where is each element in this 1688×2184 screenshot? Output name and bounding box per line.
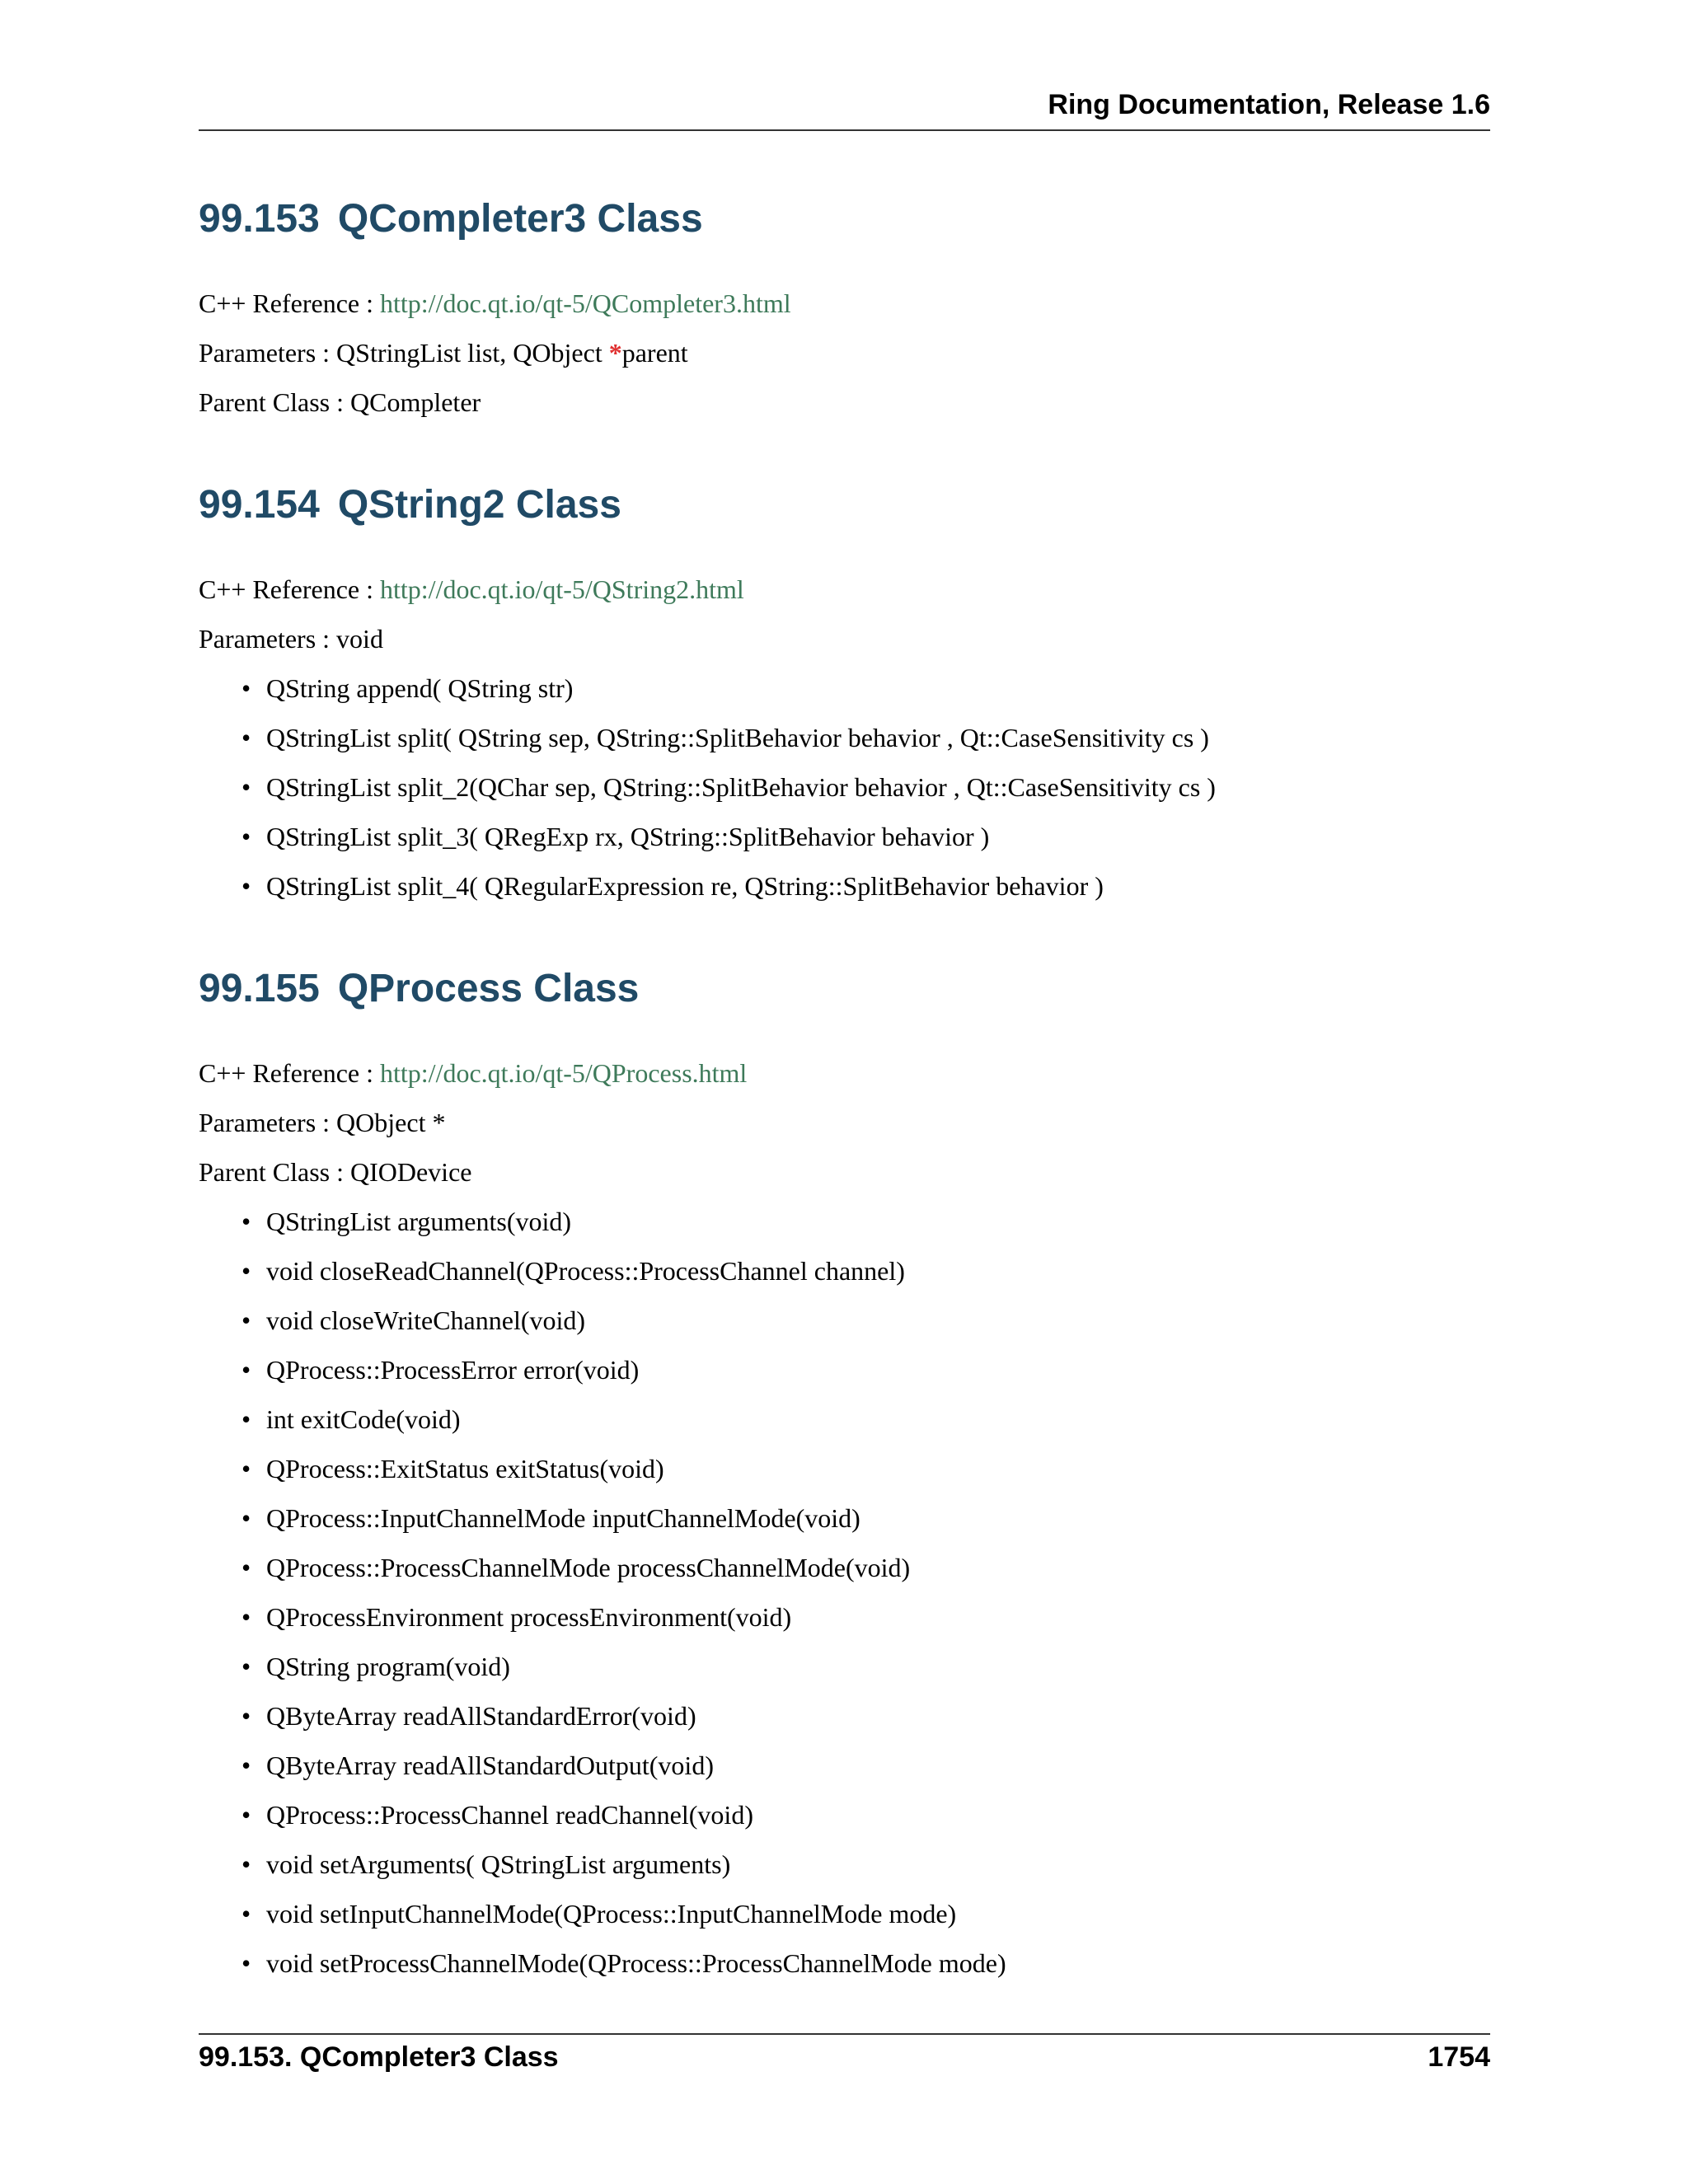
- running-header: Ring Documentation, Release 1.6: [1048, 89, 1490, 120]
- method-item: [241, 1642, 1490, 1691]
- bullet-icon: •: [241, 1652, 251, 1681]
- method-signature: QStringList split( QString sep, QString::SplitBehavior behavior , Qt::CaseSensitivity cs ): [266, 723, 1209, 752]
- method-item: [241, 1543, 1490, 1592]
- method-item: [241, 1296, 1490, 1345]
- section-heading: [199, 480, 1490, 530]
- section-heading: [199, 194, 1490, 244]
- method-signature: QByteArray readAllStandardOutput(void): [266, 1750, 714, 1780]
- bullet-icon: •: [241, 772, 251, 802]
- bullet-icon: •: [241, 871, 251, 901]
- method-signature: QProcess::ProcessChannel readChannel(void): [266, 1800, 753, 1830]
- parent-class: [199, 1147, 1490, 1197]
- reference-label: C++ Reference :: [199, 1058, 380, 1088]
- method-item: [241, 1444, 1490, 1493]
- cpp-reference: [199, 1048, 1490, 1098]
- bullet-icon: •: [241, 1404, 251, 1434]
- bullet-icon: •: [241, 1305, 251, 1335]
- section-title: QString2 Class: [337, 483, 621, 527]
- bullet-icon: •: [241, 1800, 251, 1830]
- section-qstring2: [199, 480, 1490, 911]
- reference-link[interactable]: http://doc.qt.io/qt-5/QProcess.html: [380, 1058, 748, 1088]
- section-qprocess: [199, 964, 1490, 1988]
- section-title: QCompleter3 Class: [337, 197, 703, 241]
- parent-class-label: Parent Class :: [199, 1157, 350, 1187]
- method-signature: QProcess::ProcessError error(void): [266, 1355, 640, 1385]
- method-signature: QProcess::ExitStatus exitStatus(void): [266, 1454, 664, 1483]
- section-number: 99.153: [199, 197, 320, 241]
- method-item: [241, 663, 1490, 713]
- method-signature: QStringList split_2(QChar sep, QString::SplitBehavior behavior , Qt::CaseSensitivity cs ): [266, 772, 1216, 802]
- reference-label: C++ Reference :: [199, 288, 380, 318]
- method-signature: QStringList arguments(void): [266, 1207, 572, 1236]
- section-heading: [199, 964, 1490, 1014]
- section-number: 99.155: [199, 967, 320, 1010]
- bullet-icon: •: [241, 822, 251, 851]
- method-item: [241, 1790, 1490, 1840]
- bullet-icon: •: [241, 1849, 251, 1879]
- parent-class-value: QIODevice: [349, 1157, 472, 1187]
- method-item: [241, 1592, 1490, 1642]
- method-signature: QString program(void): [266, 1652, 510, 1681]
- bullet-icon: •: [241, 1899, 251, 1929]
- method-signature: QProcessEnvironment processEnvironment(void): [266, 1602, 792, 1632]
- parameters-value: void: [336, 624, 383, 654]
- method-signature: void closeWriteChannel(void): [266, 1305, 586, 1335]
- method-item: [241, 1889, 1490, 1938]
- bullet-icon: •: [241, 1948, 251, 1978]
- method-item: [241, 861, 1490, 911]
- reference-link[interactable]: http://doc.qt.io/qt-5/QString2.html: [380, 574, 744, 604]
- footer-section-title: 99.153. QCompleter3 Class: [199, 2041, 559, 2073]
- method-signature: QString append( QString str): [266, 673, 574, 703]
- method-item: [241, 1246, 1490, 1296]
- method-signature: void setInputChannelMode(QProcess::InputChannelMode mode): [266, 1899, 957, 1929]
- method-signature: QStringList split_4( QRegularExpression re, QString::SplitBehavior behavior ): [266, 871, 1104, 901]
- parent-class: [199, 377, 1490, 427]
- cpp-reference: [199, 565, 1490, 614]
- parent-class-label: Parent Class :: [199, 387, 350, 417]
- method-item: [241, 1394, 1490, 1444]
- method-item: [241, 713, 1490, 762]
- parameters-value: QStringList list, QObject: [336, 338, 609, 368]
- method-item: [241, 1691, 1490, 1741]
- parameters-label: Parameters :: [199, 624, 337, 654]
- parent-class-value: QCompleter: [349, 387, 481, 417]
- bullet-icon: •: [241, 1355, 251, 1385]
- document-page: [199, 0, 1490, 2184]
- bullet-icon: •: [241, 673, 251, 703]
- cpp-reference: [199, 279, 1490, 328]
- bullet-icon: •: [241, 1256, 251, 1286]
- bullet-icon: •: [241, 1503, 251, 1533]
- method-signature: void closeReadChannel(QProcess::ProcessChannel channel): [266, 1256, 905, 1286]
- parameters-value: QObject *: [336, 1108, 446, 1137]
- parameters: [199, 1098, 1490, 1147]
- method-signature: int exitCode(void): [266, 1404, 461, 1434]
- method-item: [241, 1345, 1490, 1394]
- bullet-icon: •: [241, 1750, 251, 1780]
- section-title: QProcess Class: [337, 967, 640, 1010]
- reference-label: C++ Reference :: [199, 574, 380, 604]
- bullet-icon: •: [241, 1602, 251, 1632]
- method-list: [199, 663, 1490, 911]
- bullet-icon: •: [241, 1454, 251, 1483]
- bullet-icon: •: [241, 1207, 251, 1236]
- section-number: 99.154: [199, 483, 320, 527]
- method-item: [241, 1938, 1490, 1988]
- parameters-label: Parameters :: [199, 338, 337, 368]
- method-signature: QProcess::InputChannelMode inputChannelMode(void): [266, 1503, 860, 1533]
- page-number: 1754: [1428, 2041, 1490, 2073]
- method-item: [241, 1741, 1490, 1790]
- bullet-icon: •: [241, 1701, 251, 1731]
- parameters: [199, 614, 1490, 663]
- parameters: [199, 328, 1490, 377]
- section-qcompleter3: [199, 194, 1490, 427]
- method-item: [241, 1197, 1490, 1246]
- method-signature: QStringList split_3( QRegExp rx, QString::SplitBehavior behavior ): [266, 822, 990, 851]
- parameters-label: Parameters :: [199, 1108, 337, 1137]
- footer-rule: [199, 2033, 1490, 2035]
- page-footer: [199, 2041, 1490, 2074]
- method-item: [241, 1493, 1490, 1543]
- reference-link[interactable]: http://doc.qt.io/qt-5/QCompleter3.html: [380, 288, 791, 318]
- parameters-name: parent: [621, 338, 688, 368]
- method-item: [241, 812, 1490, 861]
- pointer-star: *: [608, 338, 622, 368]
- method-signature: QProcess::ProcessChannelMode processChannelMode(void): [266, 1553, 911, 1582]
- bullet-icon: •: [241, 723, 251, 752]
- method-list: [199, 1197, 1490, 1988]
- method-signature: void setArguments( QStringList arguments): [266, 1849, 731, 1879]
- bullet-icon: •: [241, 1553, 251, 1582]
- method-item: [241, 762, 1490, 812]
- method-signature: void setProcessChannelMode(QProcess::ProcessChannelMode mode): [266, 1948, 1006, 1978]
- method-item: [241, 1840, 1490, 1889]
- method-signature: QByteArray readAllStandardError(void): [266, 1701, 696, 1731]
- header-rule: [199, 129, 1490, 131]
